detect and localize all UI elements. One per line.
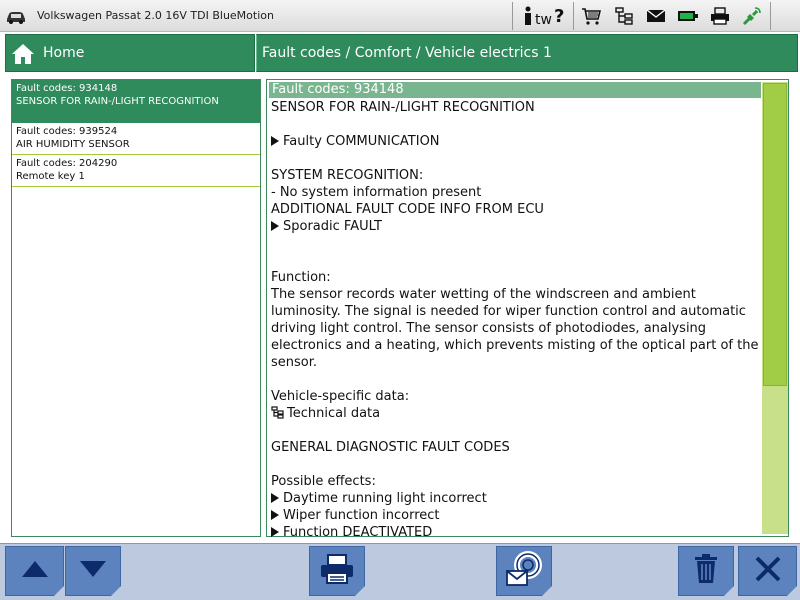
list-item[interactable] <box>12 155 260 187</box>
toolbar-separator <box>512 2 513 30</box>
fault-code-number: Fault codes: 204290 <box>16 158 118 169</box>
toolbar-separator <box>573 2 574 30</box>
technical-data-link[interactable] <box>271 405 761 422</box>
blank-line <box>271 116 761 133</box>
breadcrumb-bar <box>256 34 798 72</box>
svg-text:?: ? <box>554 6 565 26</box>
scroll-up-button[interactable] <box>5 546 64 596</box>
battery-icon <box>677 5 699 27</box>
technical-data-icon <box>271 406 284 424</box>
blank-line <box>271 150 761 167</box>
detail-header: Fault codes: 934148 <box>269 82 761 98</box>
scroll-down-button[interactable] <box>65 546 121 596</box>
detail-body <box>271 99 761 541</box>
triangle-right-icon <box>271 527 279 537</box>
up-arrow-icon <box>21 560 49 582</box>
effect-line <box>271 490 761 507</box>
fault-code-name: Remote key 1 <box>16 171 85 182</box>
effect-line <box>271 507 761 524</box>
blank-line <box>271 252 761 269</box>
scrollbar-thumb[interactable] <box>763 83 787 386</box>
car-icon <box>5 9 27 23</box>
list-item[interactable] <box>12 123 260 155</box>
fault-code-name: SENSOR FOR RAIN-/LIGHT RECOGNITION <box>16 96 219 107</box>
blank-line <box>271 371 761 388</box>
triangle-right-icon <box>271 510 279 520</box>
network-icon[interactable] <box>613 5 635 27</box>
breadcrumb: Fault codes / Comfort / Vehicle electrics 1 <box>262 45 552 61</box>
help-icon[interactable] <box>549 5 571 27</box>
fault-code-list <box>11 79 261 537</box>
fault-code-name: AIR HUMIDITY SENSOR <box>16 139 130 150</box>
close-icon <box>754 555 782 587</box>
system-recognition-label: SYSTEM RECOGNITION: <box>271 168 424 183</box>
mail-icon[interactable] <box>645 5 667 27</box>
effect-line <box>271 524 761 541</box>
toolbar-separator <box>770 2 771 30</box>
faulty-text: Faulty COMMUNICATION <box>283 134 440 149</box>
cart-icon[interactable] <box>580 5 602 27</box>
fault-code-number: Fault codes: 939524 <box>16 126 118 137</box>
home-icon <box>11 43 35 69</box>
support-mail-button[interactable] <box>496 546 552 596</box>
vehicle-data-label: Vehicle-specific data: <box>271 389 410 404</box>
triangle-right-icon <box>271 221 279 231</box>
window-title: Volkswagen Passat 2.0 16V TDI BlueMotion <box>37 9 274 22</box>
triangle-right-icon <box>271 493 279 503</box>
sporadic-text: Sporadic FAULT <box>283 219 382 234</box>
blank-line <box>271 422 761 439</box>
function-description: The sensor records water wetting of the windscreen and ambient luminosity. The signal is needed for wiper function control and automatic driving light control. The sensor consists of photodiodes, analysing electronics and a heating, which prevents misting of the optical part of the sensor. <box>271 287 759 370</box>
system-info: - No system information present <box>271 185 482 200</box>
home-label: Home <box>43 45 85 61</box>
fault-detail-panel <box>266 79 789 540</box>
list-item[interactable] <box>12 80 260 123</box>
delete-button[interactable] <box>678 546 734 596</box>
technical-data-text: Technical data <box>287 406 381 421</box>
possible-effects-label: Possible effects: <box>271 474 376 489</box>
trash-icon <box>694 554 718 588</box>
effect-text: Wiper function incorrect <box>283 508 440 523</box>
general-codes-label: GENERAL DIAGNOSTIC FAULT CODES <box>271 440 510 455</box>
faulty-line <box>271 133 761 150</box>
printer-icon[interactable] <box>709 5 731 27</box>
toolbar-tw-label: tw <box>535 12 552 28</box>
close-button[interactable] <box>738 546 797 596</box>
blank-line <box>271 456 761 473</box>
effect-text: Function DEACTIVATED <box>283 525 433 540</box>
function-label: Function: <box>271 270 331 285</box>
print-button[interactable] <box>309 546 365 596</box>
down-arrow-icon <box>79 560 107 582</box>
detail-title: SENSOR FOR RAIN-/LIGHT RECOGNITION <box>271 100 535 115</box>
sporadic-line <box>271 218 761 235</box>
lifebuoy-mail-icon <box>504 551 544 591</box>
connection-icon[interactable] <box>741 5 763 27</box>
fault-code-number: Fault codes: 934148 <box>16 83 118 94</box>
printer-icon <box>319 553 355 589</box>
additional-info-label: ADDITIONAL FAULT CODE INFO FROM ECU <box>271 202 544 217</box>
home-button[interactable] <box>5 34 255 72</box>
blank-line <box>271 235 761 252</box>
triangle-right-icon <box>271 136 279 146</box>
effect-text: Daytime running light incorrect <box>283 491 487 506</box>
